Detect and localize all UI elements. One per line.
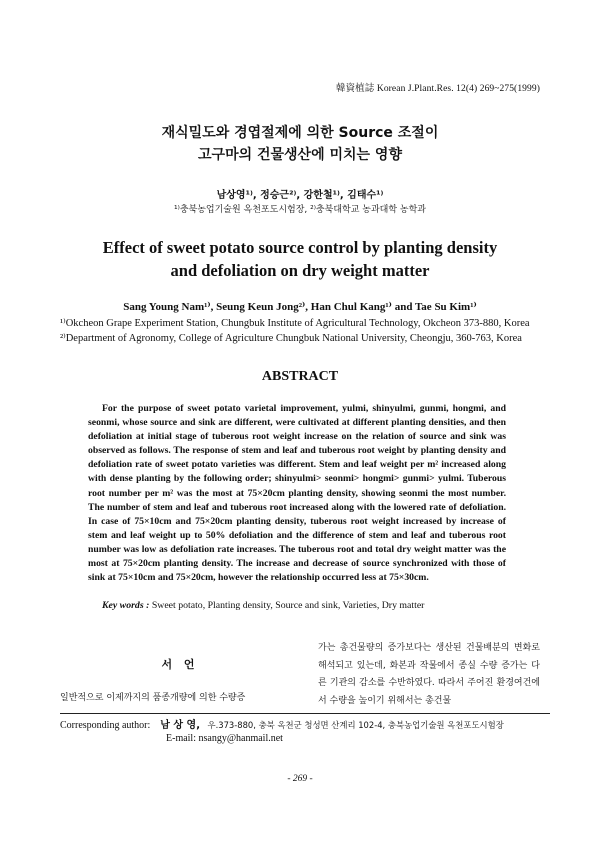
- corresponding-name: 남 상 영,: [160, 720, 201, 731]
- english-affiliations: [60, 316, 560, 346]
- corresponding-address: 우.373-880, 충북 옥천군 청성면 산계리 102-4, 충북농업기술원 옥천포도시험장: [207, 720, 504, 730]
- corresponding-email: E-mail: nsangy@hanmail.net: [166, 733, 283, 744]
- keywords-text: Sweet potato, Planting density, Source and sink, Varieties, Dry matter: [151, 600, 425, 611]
- journal-citation: 韓資植誌 Korean J.Plant.Res. 12(4) 269~275(1999): [335, 84, 540, 94]
- introduction-heading: 서 언: [161, 658, 199, 671]
- abstract-text: For the purpose of sweet potato varietal improvement, yulmi, shinyulmi, gunmi, hongmi, and seonmi, whose source and sink are different, were cultivated at different planting densities, and then defoliation at initial stage of tuberous root weight increase on the relation of source and sink was observed as follows. The response of stem and leaf and tuberous root weight by planting density and defoliation rate of sweet potato varieties was different. Stem and leaf weight per m² increased along with dense planting by the following order; shinyulmi> seonmi> hongmi> gunmi> yulmi. Tuberous root number per m² was the most at 75×20cm planting density, showing seonmi the most number. The number of stem and leaf and tuberous root increased along with the lowered rate of defoliation. In case of 75×10cm and 75×20cm planting density, tuberous root weight increased by increase of stem and leaf weight up to 50% defoliation and the difference of stem and leaf and tuberous root number was low as defoliation rate increases. The tuberous root and total dry weight matter was the most at 75×20cm planting density. The increase and decrease of source synchronized with those of sink at 75×10cm and 75×20cm, however the relationship occurred less at 75×30cm.: [88, 403, 506, 584]
- footnote-divider: [60, 713, 550, 714]
- english-title-line-2: and defoliation on dry weight matter: [170, 261, 430, 280]
- affiliation-2: ²⁾Department of Agronomy, College of Agriculture Chungbuk National University, Cheongju, 360-763, Korea: [60, 333, 522, 344]
- english-title-line-1: Effect of sweet potato source control by planting density: [102, 238, 498, 257]
- introduction-left-column: 일반적으로 이제까지의 품종개량에 의한 수량증: [60, 693, 246, 703]
- corresponding-label: Corresponding author:: [60, 720, 151, 731]
- page-number: - 269 -: [287, 774, 313, 784]
- affiliation-1: ¹⁾Okcheon Grape Experiment Station, Chungbuk Institute of Agricultural Technology, Okcheon 373-880, Korea: [60, 318, 530, 329]
- introduction-right-column: 가는 총건물량의 증가보다는 생산된 건물배분의 변화로 해석되고 있는데, 화본과 작물에서 종실 수량 증가는 다른 기관의 감소를 수반하였다. 따라서 주어진 환경여건에서 수량을 높이기 위해서는 총건물: [318, 643, 540, 706]
- korean-title-line-2: 고구마의 건물생산에 미치는 영향: [198, 147, 402, 163]
- abstract-heading: ABSTRACT: [261, 369, 339, 384]
- korean-title: [0, 122, 600, 166]
- english-authors: Sang Young Nam¹⁾, Seung Keun Jong²⁾, Han Chul Kang¹⁾ and Tae Su Kim¹⁾: [123, 301, 477, 313]
- keywords: [102, 600, 562, 611]
- corresponding-author: [60, 719, 560, 745]
- korean-title-line-1: 재식밀도와 경엽절제에 의한 Source 조절이: [161, 125, 439, 141]
- korean-affiliation: ¹⁾충북농업기술원 옥천포도시험장, ²⁾충북대학교 농과대학 농학과: [174, 205, 426, 215]
- english-title: [0, 236, 600, 282]
- korean-authors: 남상영¹⁾, 정승근²⁾, 강한철¹⁾, 김태수¹⁾: [216, 190, 384, 201]
- keywords-label: Key words :: [102, 600, 150, 611]
